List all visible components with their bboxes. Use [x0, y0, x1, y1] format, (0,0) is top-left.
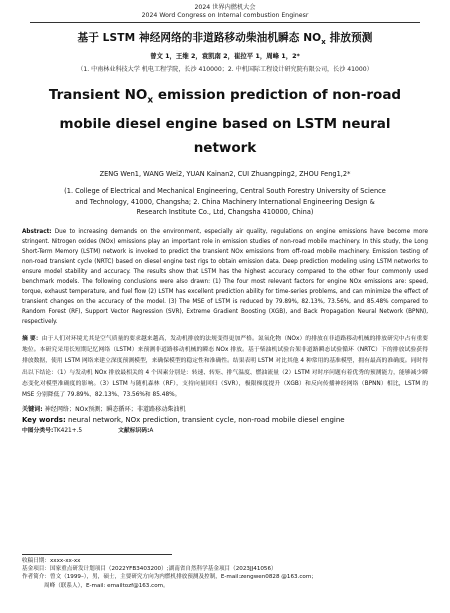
- english-authors: ZENG Wen1, WANG Wei2, YUAN Kainan2, CUI Zhuangping2, ZHOU Feng1,2*: [99, 170, 351, 179]
- author-bio: 作者简介：曾文（1999–），男，硕士，主要研究方向为内燃机排放预测及控制，E-mail:zengwen0828 @163.com；: [22, 574, 317, 581]
- footnote-divider: [22, 554, 172, 555]
- chinese-title-main: 基于 LSTM 神经网络的非道路移动柴油机瞬态 NO: [77, 32, 322, 44]
- doc-code-label: 文献标识码:: [118, 428, 150, 435]
- english-title-subscript: x: [147, 95, 154, 106]
- english-keywords-text: neural network, NOx prediction, transient cycle, non-road mobile diesel engine: [65, 416, 345, 425]
- english-abstract-text: Due to increasing demands on the environment, especially air quality, regulations on engine emissions have become more stringent. Nitrogen oxides (NOx) emissions play an important role in emission studies of non-road mobile machinery. In this study, the Long Short-Term Memory (LSTM) network is invoked to predict the transient NOx emissions from off-road mobile machinery. Emission testing of non-road transient cycle (NRTC) based on diesel engine test rigs to obtain emission data. Deep prediction modeling using LSTM networks to ensure model stability and accuracy. The results show that LSTM has the highest accuracy compared to the other four commonly used benchmark models. The following conclusions were also drawn: (1) The four most relevant factors for engine NOx emissions are: speed, torque, exhaust temperature, and fuel flow (2) LSTM has excellent prediction ability for time-series problems, and can minimize the effect of transient changes on the accuracy of the model. (3) The MSE of LSTM is reduced by 79.89%, 82.13%, 73.56%, and 85.48% compared to Random Forest (RF), Support Vector Regression (SVR), Extreme Gradient Boosting (XGB), and Back Propagation Neural Network (BPNN), respectively.: [22, 229, 428, 326]
- conference-name-en: 2024 Word Congress on Internal combustion Enginesr: [141, 12, 309, 19]
- english-abstract-label: Abstract:: [22, 229, 52, 236]
- conference-header: [0, 0, 450, 20]
- english-title-main: Transient NO: [48, 87, 148, 104]
- english-keywords: [22, 415, 428, 426]
- received-date: 收稿日期：xxxx-xx-xx: [22, 558, 81, 564]
- english-abstract: [22, 227, 428, 327]
- clc-value: TK421+.5: [53, 428, 83, 435]
- english-keywords-label: Key words:: [22, 416, 66, 425]
- chinese-title-subscript: x: [321, 38, 326, 47]
- chinese-keywords-text: 神经网络；NOx预测；瞬态循环；非道路移动柴油机: [42, 406, 186, 414]
- english-affiliation: (1. College of Electrical and Mechanical Engineering, Central South Forestry University of Science and Technology, 41000, Changsha; 2. China Machinery International Engineering Design & Research Institute Co., Ltd, Changsha 410000, China): [64, 187, 386, 217]
- header-divider: [30, 22, 420, 23]
- footnotes: [22, 557, 428, 590]
- chinese-abstract-text: 由于人们对环境尤其是空气质量的要求越来越高，发动机排放的法规变得更加严格。氮氧化物（NOx）的排放在非道路移动机械的排放研究中占有重要地位。本研究采用长短期记忆网络（LSTM）来预测非道路移动机械的瞬态 NOx 排放。基于柴油机试验台架非道路瞬态试验循环（NRTC）下的排放试验获得排放数据，使用 LSTM 网络来建立深度预测模型，来确保模型的稳定性和准确性。结果表明 LSTM 对比其他 4 种常用的基准模型，拥有最高的准确度。同时得出以下结论：（1）与发动机 NOx 排放最相关的 4 个因素分别是：转速、转矩、排气温度、燃油流量（2）LSTM 对时序问题有着优秀的预测能力，能够减少瞬态变化对模型准确度的影响。（3）LSTM 与随机森林（RF），支持向量回归（SVR），极限梯度提升（XGB）和反向传播神经网络（BPNN）相比，LSTM 的 MSE 分别降低了 79.89%、82.13%、73.56%和 85.48%。: [22, 336, 428, 399]
- chinese-abstract-label: 摘 要：: [22, 336, 42, 343]
- corresponding-author: 周峰（联系人），E-mail: emailtozf@163.com。: [44, 582, 169, 589]
- classification-line: [22, 427, 428, 436]
- clc-label: 中图分类号:: [22, 428, 54, 435]
- doc-code-value: A: [149, 428, 154, 435]
- chinese-affiliation: （1. 中南林业科技大学 机电工程学院，长沙 410000；2. 中机国际工程设计研究院有限公司，长沙 41000）: [77, 66, 373, 74]
- chinese-title: [0, 30, 450, 46]
- fund-project: 基金项目：国家重点研发计划项目（2022YFB3403200）;湖南省自然科学基金项目（2023JJ41056）: [22, 566, 277, 573]
- chinese-authors: 曾文 1，王维 2，袁凯南 2，崔拉平 1，周峰 1，2*: [150, 52, 300, 61]
- chinese-keywords-label: 关键词:: [22, 406, 43, 414]
- english-title: [0, 84, 450, 160]
- conference-name-cn: 2024 世界内燃机大会: [194, 4, 256, 11]
- chinese-abstract: [22, 334, 428, 401]
- english-title-tail: emission prediction of non-road mobile diesel engine based on LSTM neural network: [59, 87, 402, 156]
- chinese-keywords: [22, 405, 428, 415]
- chinese-title-tail: 排放预测: [325, 32, 373, 44]
